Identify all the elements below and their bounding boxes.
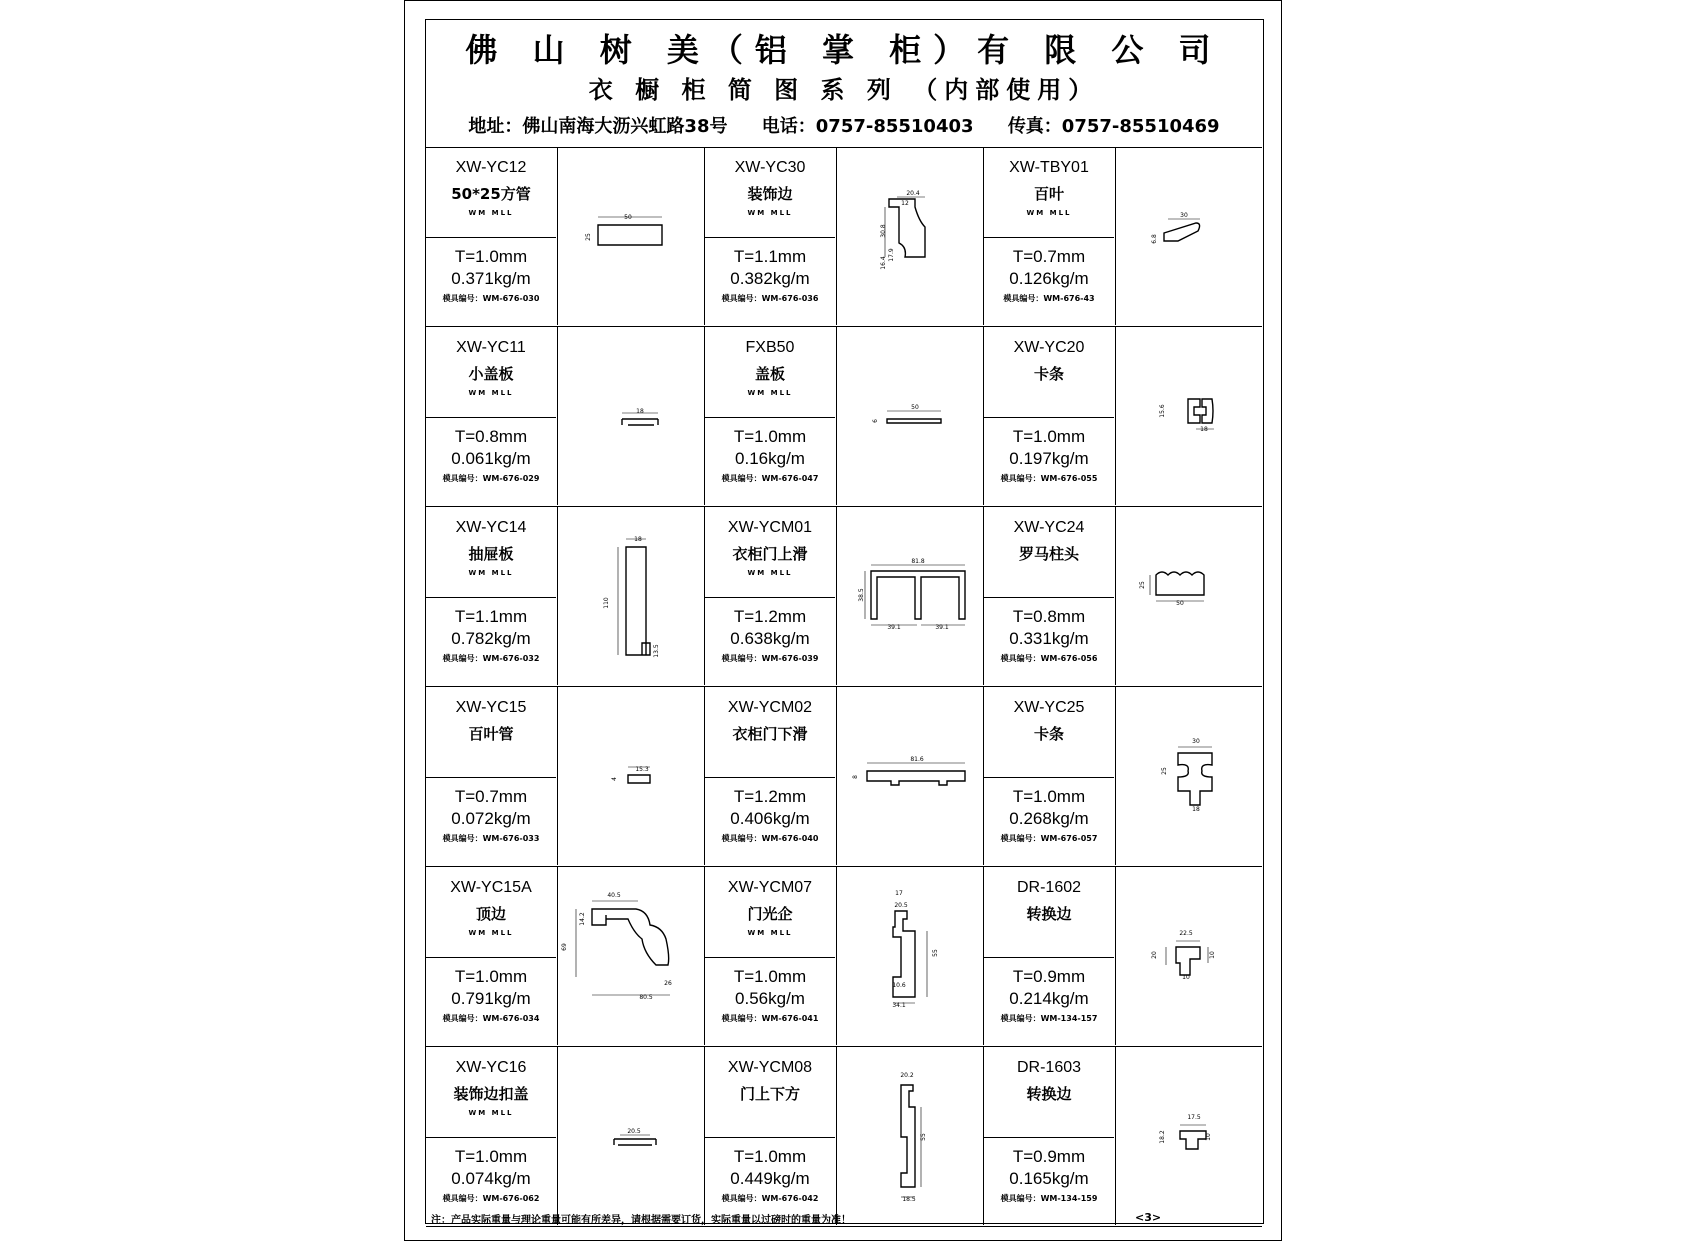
- profile-section-drawing: [1116, 1047, 1263, 1225]
- profile-section-drawing: [837, 327, 984, 505]
- catalog-subtitle: 衣 橱 柜 简 图 系 列 （内部使用）: [588, 75, 1100, 104]
- dimension-label: 50: [1176, 600, 1184, 607]
- profile-drawing-cell: [837, 687, 984, 865]
- profile-name: 装饰边: [747, 185, 793, 203]
- profile-header: [984, 1047, 1114, 1138]
- profile-drawing-cell: [1116, 507, 1263, 685]
- dimension-label: 17: [895, 890, 903, 897]
- profile-code: XW-YCM01: [727, 519, 813, 536]
- profile-info-cell: [984, 507, 1116, 685]
- profile-section-drawing: [837, 507, 984, 685]
- profile-header: [426, 327, 556, 418]
- profile-outline: [592, 909, 669, 965]
- profile-section-drawing: [1116, 867, 1263, 1045]
- dimension-label: 20: [1151, 951, 1158, 959]
- dimension-label: 16.4: [880, 256, 887, 270]
- dimension-label: 18: [1200, 426, 1208, 433]
- profile-row: [426, 867, 1262, 1047]
- profile-name: 装饰边扣盖: [453, 1085, 529, 1103]
- dimension-label: 10: [1209, 951, 1216, 959]
- profile-info-cell: [426, 147, 558, 325]
- dimension-label: 4: [611, 777, 618, 781]
- dimension-label: 17.5: [1187, 1114, 1201, 1121]
- profile-header: [705, 147, 835, 238]
- profile-outline: [887, 419, 941, 423]
- profile-mark: WM MLL: [747, 929, 793, 937]
- profile-mark: WM MLL: [747, 209, 793, 217]
- profile-outline: [889, 199, 925, 257]
- profile-outline: [622, 419, 658, 425]
- profile-header: [426, 867, 556, 958]
- profile-weight: 0.638kg/m: [730, 629, 810, 648]
- profile-row: [426, 507, 1262, 687]
- profile-specs: [426, 419, 556, 505]
- profile-weight: 0.214kg/m: [1009, 989, 1089, 1008]
- profile-name: 门光企: [747, 905, 793, 923]
- dimension-label: 25: [1139, 581, 1146, 589]
- profile-header: [426, 687, 556, 778]
- profile-code: XW-YC20: [1013, 339, 1085, 356]
- profile-header: [705, 867, 835, 958]
- profile-section-drawing: [558, 147, 705, 325]
- profile-specs: [705, 419, 835, 505]
- profile-info-cell: [426, 507, 558, 685]
- dimension-label: 18: [1192, 806, 1200, 813]
- profile-outline: [626, 547, 650, 655]
- profile-weight: 0.371kg/m: [451, 269, 531, 288]
- profile-specs: [984, 599, 1114, 685]
- dimension-label: 20.5: [894, 902, 908, 909]
- profile-info-cell: [984, 687, 1116, 865]
- profile-mark: WM MLL: [747, 389, 793, 397]
- profile-mold-number: 模具编号：WM-134-157: [1000, 1014, 1098, 1023]
- dimension-label: 38.5: [858, 588, 865, 602]
- profile-mark: WM MLL: [1026, 209, 1072, 217]
- dimension-label: 39.1: [887, 624, 901, 631]
- profile-weight: 0.197kg/m: [1009, 449, 1089, 468]
- profile-header: [426, 1047, 556, 1138]
- profile-section-drawing: [558, 327, 705, 505]
- dimension-label: 18.5: [902, 1196, 916, 1203]
- dimension-label: 25: [1161, 767, 1168, 775]
- profile-mold-number: 模具编号：WM-676-040: [721, 834, 819, 843]
- fax-text: 传真：0757-85510469: [1007, 116, 1220, 137]
- dimension-label: 80.5: [639, 994, 653, 1001]
- profile-thickness: T=0.9mm: [1012, 967, 1086, 986]
- profile-info-cell: [426, 687, 558, 865]
- profile-mold-number: 模具编号：WM-676-041: [721, 1014, 819, 1023]
- profile-thickness: T=1.0mm: [1012, 427, 1086, 446]
- profile-code: XW-YC12: [455, 159, 527, 176]
- profile-specs: [426, 239, 556, 325]
- profile-drawing-cell: [558, 1047, 705, 1225]
- profile-outline: [867, 771, 965, 785]
- profile-specs: [984, 419, 1114, 505]
- dimension-label: 81.6: [910, 756, 924, 763]
- dimension-label: 22.5: [1179, 930, 1193, 937]
- profile-thickness: T=1.0mm: [454, 247, 528, 266]
- profile-mold-number: 模具编号：WM-676-047: [721, 474, 819, 483]
- dimension-label: 10: [1205, 1133, 1212, 1141]
- profile-code: XW-TBY01: [1009, 159, 1089, 176]
- dimension-label: 55: [920, 1133, 927, 1141]
- profile-header: [984, 147, 1114, 238]
- dimension-label: 110: [603, 597, 610, 609]
- profile-name: 百叶: [1033, 185, 1064, 203]
- profile-info-cell: [705, 1047, 837, 1225]
- profile-mold-number: 模具编号：WM-676-036: [721, 294, 819, 303]
- profile-thickness: T=1.0mm: [454, 967, 528, 986]
- profile-weight: 0.165kg/m: [1009, 1169, 1089, 1188]
- profile-drawing-cell: [558, 687, 705, 865]
- profile-mark: WM MLL: [747, 569, 793, 577]
- profile-mold-number: 模具编号：WM-134-159: [1000, 1194, 1098, 1203]
- profile-mark: WM MLL: [468, 209, 514, 217]
- profile-thickness: T=1.0mm: [733, 967, 807, 986]
- profile-outline: [1180, 1131, 1206, 1149]
- profile-weight: 0.782kg/m: [451, 629, 531, 648]
- profile-outline: [628, 775, 650, 783]
- profile-weight: 0.331kg/m: [1009, 629, 1089, 648]
- profile-name: 罗马柱头: [1018, 545, 1079, 563]
- dimension-label: 30: [1192, 738, 1200, 745]
- profile-header: [705, 687, 835, 778]
- profile-header: [984, 687, 1114, 778]
- profile-thickness: T=1.1mm: [733, 247, 807, 266]
- profile-row: [426, 147, 1262, 327]
- profile-mold-number: 模具编号：WM-676-042: [721, 1194, 819, 1203]
- profile-info-cell: [705, 867, 837, 1045]
- profile-section-drawing: [1116, 327, 1263, 505]
- profile-drawing-cell: [558, 507, 705, 685]
- profile-drawing-cell: [1116, 867, 1263, 1045]
- profile-specs: [984, 1139, 1114, 1225]
- profile-name: 小盖板: [468, 365, 514, 383]
- profile-mark: WM MLL: [468, 569, 514, 577]
- dimension-label: 10.6: [892, 982, 906, 989]
- profile-thickness: T=0.7mm: [454, 787, 528, 806]
- dimension-label: 50: [624, 214, 632, 221]
- profile-header: [705, 327, 835, 418]
- profile-weight: 0.406kg/m: [730, 809, 810, 828]
- profile-mold-number: 模具编号：WM-676-039: [721, 654, 819, 663]
- profile-outline: [1188, 399, 1213, 423]
- profile-outline: [901, 1085, 915, 1187]
- profile-section-drawing: [558, 1047, 705, 1225]
- profile-mold-number: 模具编号：WM-676-062: [442, 1194, 540, 1203]
- profile-thickness: T=1.0mm: [1012, 787, 1086, 806]
- profile-name: 顶边: [475, 905, 506, 923]
- drawing-sheet: [404, 0, 1282, 1241]
- profile-outline: [598, 225, 662, 245]
- profile-name: 百叶管: [468, 725, 514, 743]
- profile-code: XW-YC16: [455, 1059, 527, 1076]
- profile-info-cell: [426, 327, 558, 505]
- profile-drawing-cell: [837, 507, 984, 685]
- profile-drawing-cell: [1116, 147, 1263, 325]
- profile-header: [984, 867, 1114, 958]
- profile-row: [426, 1047, 1262, 1227]
- profile-code: XW-YC25: [1013, 699, 1085, 716]
- profile-info-cell: [705, 687, 837, 865]
- profile-drawing-cell: [1116, 1047, 1263, 1225]
- dimension-label: 10: [1182, 974, 1190, 981]
- profile-mold-number: 模具编号：WM-676-056: [1000, 654, 1098, 663]
- profile-thickness: T=0.8mm: [1012, 607, 1086, 626]
- profile-name: 抽屉板: [468, 545, 514, 563]
- dimension-label: 6.8: [1151, 234, 1158, 244]
- contact-line: [426, 112, 1262, 138]
- profile-weight: 0.791kg/m: [451, 989, 531, 1008]
- profile-section-drawing: [558, 687, 705, 865]
- profile-name: 门上下方: [739, 1085, 800, 1103]
- profile-mark: WM MLL: [468, 929, 514, 937]
- profile-weight: 0.061kg/m: [451, 449, 531, 468]
- dimension-label: 30.8: [880, 224, 887, 238]
- profile-name: 衣柜门下滑: [732, 725, 808, 743]
- profile-weight: 0.268kg/m: [1009, 809, 1089, 828]
- profile-info-cell: [705, 147, 837, 325]
- dimension-label: 18: [636, 408, 644, 415]
- profile-code: DR-1603: [1016, 1059, 1082, 1076]
- profile-drawing-cell: [837, 147, 984, 325]
- profile-specs: [705, 599, 835, 685]
- dimension-label: 18.2: [1159, 1130, 1166, 1144]
- profile-header: [426, 147, 556, 238]
- profile-header: [705, 507, 835, 598]
- dimension-label: 18: [634, 536, 642, 543]
- profile-specs: [426, 959, 556, 1045]
- profile-outline: [1178, 753, 1212, 805]
- profile-specs: [426, 779, 556, 865]
- dimension-label: 25: [585, 233, 592, 241]
- profile-mold-number: 模具编号：WM-676-033: [442, 834, 540, 843]
- profile-code: XW-YCM08: [727, 1059, 813, 1076]
- profile-header: [705, 1047, 835, 1138]
- footer-note: 注：产品实际重量与理论重量可能有所差异，请根据需要订货，实际重量以过磅时的重量为准！: [431, 1215, 851, 1226]
- profile-thickness: T=1.0mm: [454, 1147, 528, 1166]
- profile-code: XW-YCM02: [727, 699, 813, 716]
- profile-weight: 0.382kg/m: [730, 269, 810, 288]
- profile-section-drawing: [837, 687, 984, 865]
- profile-code: FXB50: [745, 339, 795, 356]
- dimension-label: 20.4: [906, 190, 920, 197]
- profile-info-cell: [984, 147, 1116, 325]
- address-text: 地址：佛山南海大沥兴虹路38号: [468, 116, 728, 137]
- profile-thickness: T=1.0mm: [733, 427, 807, 446]
- profile-info-cell: [426, 1047, 558, 1225]
- profile-section-drawing: [837, 1047, 984, 1225]
- company-name: 佛 山 树 美（铝 掌 柜）有 限 公 司: [465, 31, 1223, 69]
- profile-section-drawing: [1116, 687, 1263, 865]
- profile-section-drawing: [558, 507, 705, 685]
- profile-header: [984, 327, 1114, 418]
- profile-specs: [705, 959, 835, 1045]
- profile-specs: [984, 239, 1114, 325]
- dimension-label: 34.1: [892, 1002, 906, 1009]
- dimension-label: 15.6: [1159, 404, 1166, 418]
- profile-row: [426, 327, 1262, 507]
- dimension-label: 6: [872, 419, 879, 423]
- profile-header: [426, 507, 556, 598]
- profile-thickness: T=0.8mm: [454, 427, 528, 446]
- profile-code: XW-YC15A: [450, 879, 532, 896]
- profile-section-drawing: [558, 867, 705, 1045]
- profile-drawing-cell: [1116, 687, 1263, 865]
- dimension-label: 69: [561, 943, 568, 951]
- title-block: [426, 20, 1262, 148]
- dimension-label: 15.3: [635, 766, 649, 773]
- profile-mark: WM MLL: [468, 389, 514, 397]
- profile-mold-number: 模具编号：WM-676-029: [442, 474, 540, 483]
- profile-section-drawing: [837, 867, 984, 1045]
- profile-mold-number: 模具编号：WM-676-030: [442, 294, 540, 303]
- profile-name: 盖板: [754, 365, 785, 383]
- profile-section-drawing: [1116, 147, 1263, 325]
- dimension-label: 12: [901, 200, 909, 207]
- profile-weight: 0.072kg/m: [451, 809, 531, 828]
- profile-outline: [614, 1139, 656, 1145]
- profile-specs: [705, 239, 835, 325]
- profile-outline: [1176, 947, 1200, 975]
- profile-info-cell: [705, 327, 837, 505]
- profile-code: XW-YC30: [734, 159, 806, 176]
- profile-code: XW-YC14: [455, 519, 527, 536]
- dimension-label: 39.1: [935, 624, 949, 631]
- profile-code: XW-YC11: [456, 339, 526, 356]
- profile-weight: 0.449kg/m: [730, 1169, 810, 1188]
- profile-outline: [1156, 572, 1204, 595]
- profile-section-drawing: [1116, 507, 1263, 685]
- profile-code: XW-YCM07: [727, 879, 813, 896]
- page-number: <3>: [1135, 1211, 1162, 1224]
- dimension-label: 55: [932, 949, 939, 957]
- dimension-label: 40.5: [607, 892, 621, 899]
- dimension-label: 20.2: [900, 1072, 914, 1079]
- profile-code: XW-YC24: [1013, 519, 1085, 536]
- drawing-frame: [425, 19, 1264, 1224]
- profile-mold-number: 模具编号：WM-676-057: [1000, 834, 1098, 843]
- dimension-label: 20.5: [627, 1128, 641, 1135]
- profile-info-cell: [426, 867, 558, 1045]
- profile-code: XW-YC15: [455, 699, 527, 716]
- profile-drawing-cell: [1116, 327, 1263, 505]
- profile-info-cell: [705, 507, 837, 685]
- dimension-label: 50: [911, 404, 919, 411]
- profile-mold-number: 模具编号：WM-676-43: [1003, 294, 1095, 303]
- dimension-label: 26: [664, 980, 672, 987]
- profile-weight: 0.126kg/m: [1009, 269, 1089, 288]
- profile-thickness: T=0.7mm: [1012, 247, 1086, 266]
- profile-thickness: T=1.0mm: [733, 1147, 807, 1166]
- profile-section-drawing: [837, 147, 984, 325]
- profile-name: 转换边: [1026, 905, 1072, 923]
- profile-weight: 0.074kg/m: [451, 1169, 531, 1188]
- profile-outline: [1164, 223, 1200, 241]
- profile-mark: WM MLL: [468, 1109, 514, 1117]
- dimension-label: 30: [1180, 212, 1188, 219]
- profile-drawing-cell: [558, 147, 705, 325]
- profile-info-cell: [984, 327, 1116, 505]
- dimension-label: 17.9: [888, 248, 895, 262]
- profile-thickness: T=1.1mm: [454, 607, 528, 626]
- profile-outline: [871, 571, 965, 619]
- profile-code: DR-1602: [1016, 879, 1082, 896]
- profile-weight: 0.56kg/m: [735, 989, 805, 1008]
- profile-drawing-cell: [558, 867, 705, 1045]
- profile-thickness: T=0.9mm: [1012, 1147, 1086, 1166]
- profile-specs: [705, 779, 835, 865]
- profile-thickness: T=1.2mm: [733, 787, 807, 806]
- profile-row: [426, 687, 1262, 867]
- profile-mold-number: 模具编号：WM-676-032: [442, 654, 540, 663]
- profile-name: 转换边: [1026, 1085, 1072, 1103]
- dimension-label: 81.8: [911, 558, 925, 565]
- dimension-label: 8: [852, 775, 859, 779]
- profile-header: [984, 507, 1114, 598]
- profile-info-cell: [984, 867, 1116, 1045]
- profile-drawing-cell: [837, 867, 984, 1045]
- dimension-label: 13.5: [653, 644, 660, 658]
- phone-text: 电话：0757-85510403: [761, 116, 974, 137]
- profile-name: 卡条: [1033, 725, 1064, 743]
- profile-specs: [984, 959, 1114, 1045]
- profile-info-cell: [984, 1047, 1116, 1225]
- dimension-label: 14.2: [579, 912, 586, 926]
- profile-drawing-cell: [837, 1047, 984, 1225]
- profile-name: 卡条: [1033, 365, 1064, 383]
- profile-name: 衣柜门上滑: [732, 545, 808, 563]
- profile-mold-number: 模具编号：WM-676-055: [1000, 474, 1098, 483]
- profile-specs: [984, 779, 1114, 865]
- profile-name: 50*25方管: [451, 185, 531, 203]
- profile-drawing-cell: [837, 327, 984, 505]
- profile-mold-number: 模具编号：WM-676-034: [442, 1014, 540, 1023]
- profile-drawing-cell: [558, 327, 705, 505]
- profile-specs: [426, 599, 556, 685]
- profile-thickness: T=1.2mm: [733, 607, 807, 626]
- profile-weight: 0.16kg/m: [735, 449, 805, 468]
